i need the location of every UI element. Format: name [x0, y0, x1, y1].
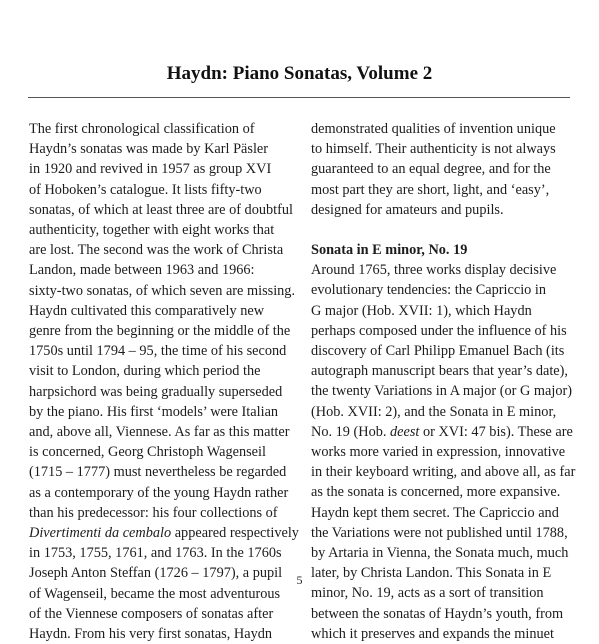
page-number: 5 [296, 573, 303, 587]
text-line: G major (Hob. XVII: 1), which Haydn [311, 302, 532, 319]
page-title: Haydn: Piano Sonatas, Volume 2 [166, 63, 433, 84]
text-line: of Hoboken’s catalogue. It lists fifty-two [29, 181, 262, 198]
text-line: by the piano. His first ‘models’ were Italian [29, 403, 279, 420]
text-fragment: No. 19 (Hob. [311, 423, 391, 440]
text-line: and, above all, Viennese. As far as this matter [29, 424, 290, 441]
text-line: Haydn. From his very first sonatas, Haydn [29, 626, 273, 643]
text-line: (Hob. XVII: 2), and the Sonata in E minor, [311, 403, 557, 420]
text-line: discovery of Carl Philipp Emanuel Bach (its [311, 343, 565, 360]
paragraph-gap [311, 220, 577, 240]
text-line: are lost. The second was the work of Christa [29, 242, 284, 259]
italic-title: Divertimenti da cembalo [29, 525, 172, 542]
text-line: designed for amateurs and pupils. [311, 201, 504, 218]
text-line: (1715 – 1777) must nevertheless be regarded [29, 464, 287, 481]
text-line: between the sonatas of Haydn’s youth, from [311, 605, 564, 622]
text-line: than his predecessor: his four collections of [29, 504, 278, 521]
right-column [311, 119, 577, 644]
text-line: The first chronological classification of [29, 121, 255, 137]
text-line: sonatas, of which at least three are of doubtful [29, 201, 294, 218]
title-divider [28, 97, 570, 98]
text-line: Haydn cultivated this comparatively new [29, 302, 265, 319]
left-column [29, 119, 299, 644]
text-line: genre from the beginning or the middle of the [29, 323, 291, 340]
text-line: to himself. Their authenticity is not always [311, 141, 556, 158]
text-line: by Artaria in Vienna, the Sonata much, much [311, 545, 569, 562]
text-line: Joseph Anton Steffan (1726 – 1797), a pupil [29, 565, 283, 582]
text-line: which it preserves and expands the minuet [311, 625, 554, 642]
text-line: the Variations were not published until 1788, [311, 524, 568, 541]
text-line: minor, No. 19, acts as a sort of transition [311, 585, 544, 602]
text-line: sixty-two sonatas, of which seven are missing. [29, 282, 296, 299]
text-fragment: or XVI: 47 bis). These are [419, 423, 573, 440]
text-line: most part they are short, light, and ‘easy’, [311, 181, 550, 198]
right-intro-paragraph [311, 119, 577, 220]
text-line: harpsichord was being gradually superseded [29, 383, 283, 400]
text-line: perhaps composed under the influence of his [311, 322, 567, 339]
text-line: as the sonata is concerned, more expansive. [311, 484, 561, 501]
italic-title: deest [390, 423, 420, 440]
text-fragment: appeared respectively [171, 525, 299, 542]
text-line: authenticity, together with eight works that [29, 222, 275, 239]
text-line: guaranteed to an equal degree, and for the [311, 161, 551, 178]
text-line: Around 1765, three works display decisive [311, 262, 557, 279]
text-line: autograph manuscript bears that year’s date), [311, 363, 568, 380]
text-line [29, 523, 299, 543]
text-line: Landon, made between 1963 and 1966: [29, 262, 255, 279]
text-line: in 1753, 1755, 1761, and 1763. In the 1760s [29, 545, 282, 562]
text-line: evolutionary tendencies: the Capriccio in [311, 282, 547, 299]
text-line: is concerned, Georg Christoph Wagenseil [29, 444, 266, 461]
text-line: of the Viennese composers of sonatas after [29, 605, 274, 622]
text-line: Haydn kept them secret. The Capriccio and [311, 504, 559, 521]
text-line: of Wagenseil, became the most adventurous [29, 585, 281, 602]
text-line: in 1920 and revived in 1957 as group XVI [29, 161, 272, 178]
text-line: as a contemporary of the young Haydn rather [29, 484, 289, 501]
text-line: visit to London, during which period the [29, 363, 261, 380]
text-line: later, by Christa Landon. This Sonata in E [311, 565, 552, 582]
text-line [311, 422, 577, 442]
text-line: the twenty Variations in A major (or G major) [311, 383, 573, 400]
text-line: 1750s until 1794 – 95, the time of his second [29, 343, 287, 360]
text-line: demonstrated qualities of invention unique [311, 121, 556, 137]
section-heading: Sonata in E minor, No. 19 [311, 242, 468, 259]
text-line: works more varied in expression, innovative [311, 444, 566, 461]
text-line: Haydn’s sonatas was made by Karl Päsler [29, 141, 269, 158]
text-line: in their keyboard writing, and above all, as far [311, 464, 576, 481]
